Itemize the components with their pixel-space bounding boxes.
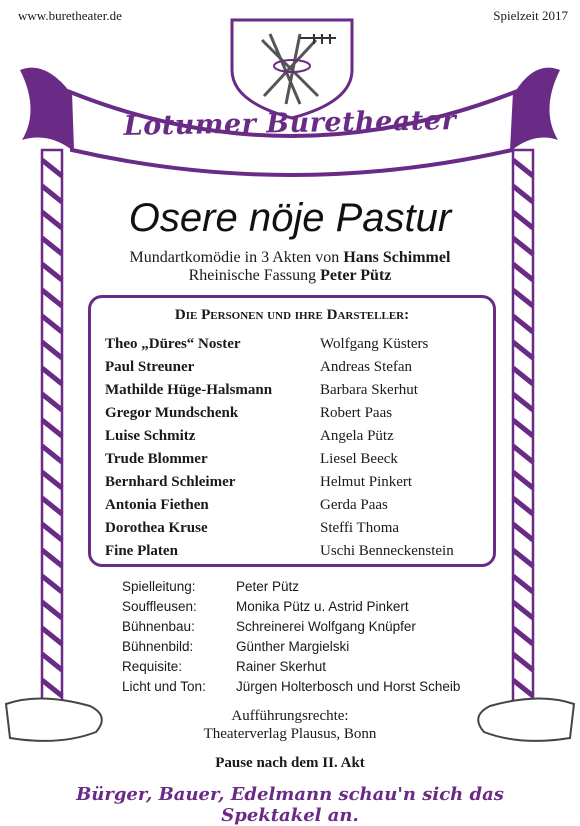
wheat-sheaf-crest-icon <box>232 20 352 118</box>
cast-role: Gregor Mundschenk <box>105 405 239 421</box>
subtitle-text: Rheinische Fassung <box>188 267 321 284</box>
cast-row <box>105 336 485 359</box>
cast-role: Antonia Fiethen <box>105 497 209 513</box>
cast-actor: Angela Pütz <box>320 428 394 444</box>
rights-label: Aufführungsrechte: <box>231 708 349 724</box>
play-title: Osere nöje Pastur <box>128 196 452 240</box>
cast-row <box>105 474 485 497</box>
cast-role: Theo „Düres“ Noster <box>105 336 241 352</box>
crew-value: Jürgen Holterbosch und Horst Scheib <box>236 679 461 694</box>
crew-label: Bühnenbau: <box>122 619 195 634</box>
crew-label: Spielleitung: <box>122 579 196 594</box>
rights-publisher: Theaterverlag Plausus, Bonn <box>203 726 377 742</box>
cast-actor: Wolfgang Küsters <box>320 336 429 352</box>
cast-actor: Robert Paas <box>320 405 393 421</box>
cast-box <box>88 295 496 567</box>
cast-role: Luise Schmitz <box>105 428 196 444</box>
pause-note: Pause nach dem II. Akt <box>215 755 365 771</box>
crew-value: Günther Margielski <box>236 639 350 654</box>
crew-row <box>122 679 522 699</box>
crew-value: Peter Pütz <box>236 579 300 594</box>
cast-row <box>105 543 485 566</box>
crew-row <box>122 659 522 679</box>
cast-role: Dorothea Kruse <box>105 520 208 536</box>
season-label: Spielzeit 2017 <box>493 8 568 23</box>
crew-value: Monika Pütz u. Astrid Pinkert <box>236 599 409 614</box>
crew-value: Schreinerei Wolfgang Knüpfer <box>236 619 416 634</box>
wooden-clog-icon <box>478 698 574 740</box>
cast-actor: Andreas Stefan <box>320 359 413 375</box>
cast-row <box>105 428 485 451</box>
cast-row <box>105 359 485 382</box>
cast-role: Trude Blommer <box>105 451 208 467</box>
crew-value: Rainer Skerhut <box>236 659 327 674</box>
cast-row <box>105 451 485 474</box>
cast-actor: Liesel Beeck <box>320 451 398 467</box>
cast-row <box>105 497 485 520</box>
cast-actor: Uschi Benneckenstein <box>320 543 454 559</box>
cast-role: Fine Platen <box>105 543 178 559</box>
cast-role: Mathilde Hüge-Halsmann <box>105 382 273 398</box>
cast-role: Paul Streuner <box>105 359 195 375</box>
cast-actor: Steffi Thoma <box>320 520 400 536</box>
crew-label: Souffleusen: <box>122 599 197 614</box>
cast-actor: Gerda Paas <box>320 497 388 513</box>
crew-label: Licht und Ton: <box>122 679 206 694</box>
cast-actor: Helmut Pinkert <box>320 474 413 490</box>
wooden-clog-icon <box>6 698 102 740</box>
theatre-name: Lotumer Buretheater <box>123 105 457 142</box>
cast-role: Bernhard Schleimer <box>105 474 236 490</box>
cast-heading: Die Personen und ihre Darsteller: <box>174 307 410 323</box>
subtitle-adaptation-line <box>70 267 510 285</box>
crew-row <box>122 619 522 639</box>
cast-row <box>105 520 485 543</box>
crew-row <box>122 579 522 599</box>
author-name: Hans Schimmel <box>343 249 451 266</box>
subtitle-author-line <box>70 249 510 267</box>
website-url: www.buretheater.de <box>18 8 122 23</box>
adapter-name: Peter Pütz <box>320 267 392 284</box>
crew-row <box>122 639 522 659</box>
cast-row <box>105 382 485 405</box>
cast-actor: Barbara Skerhut <box>320 382 418 398</box>
motto: Bürger, Bauer, Edelmann schau'n sich das Spektakel an. <box>76 784 504 826</box>
crew-row <box>122 599 522 619</box>
crew-label: Requisite: <box>122 659 183 674</box>
crew-label: Bühnenbild: <box>122 639 194 654</box>
cast-row <box>105 405 485 428</box>
left-pillar <box>42 150 62 705</box>
subtitle-text: Mundartkomödie in 3 Akten von <box>129 249 344 266</box>
